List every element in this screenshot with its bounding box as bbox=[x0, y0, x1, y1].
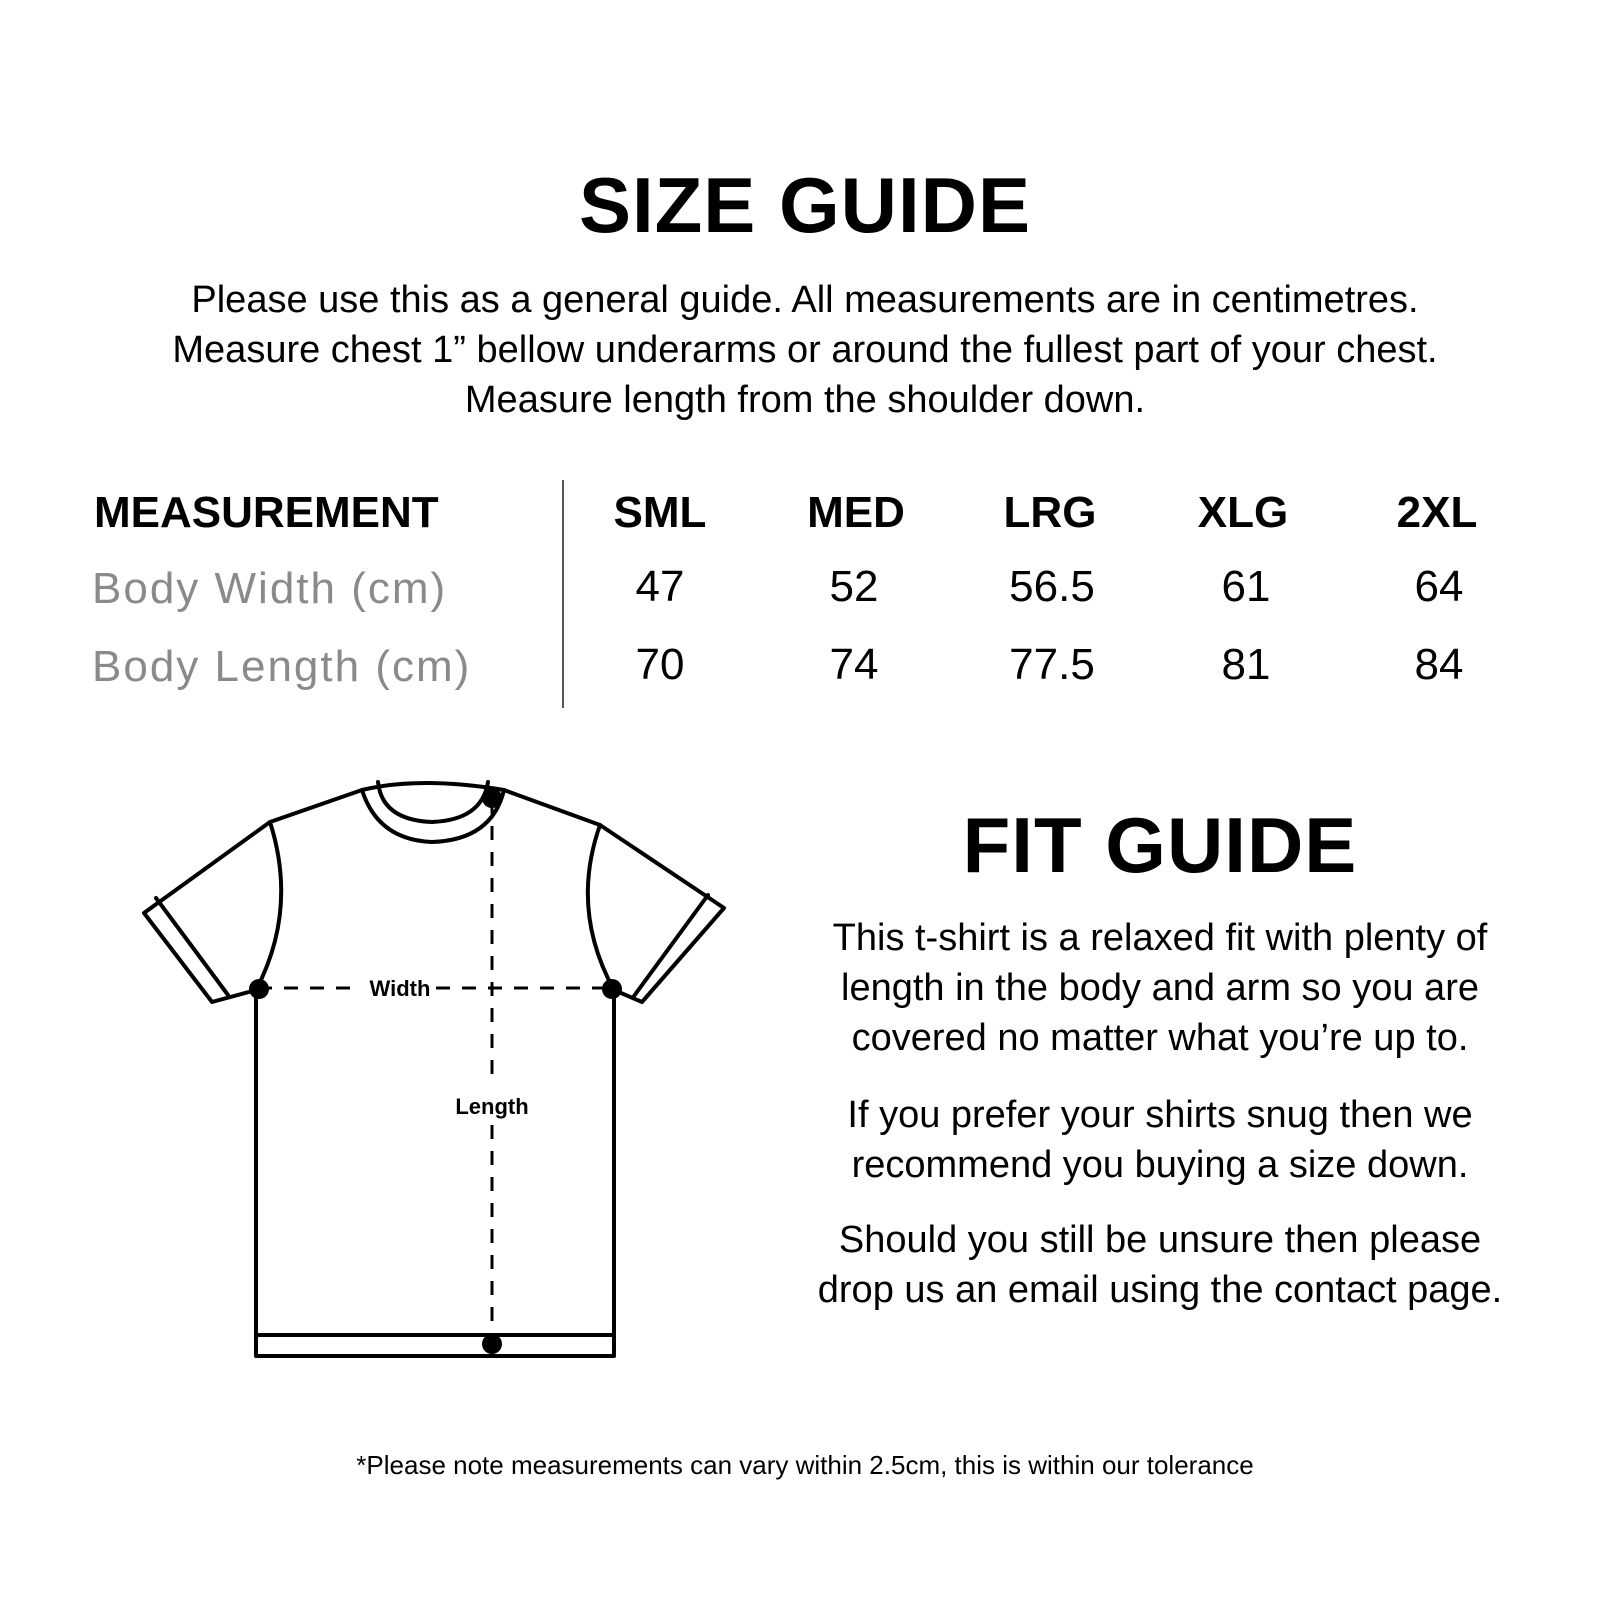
fit-guide-paragraph bbox=[760, 1090, 1560, 1190]
fit-guide-paragraph bbox=[760, 1215, 1560, 1315]
tshirt-collar-top bbox=[362, 783, 504, 790]
table-cell: 61 bbox=[1221, 562, 1271, 611]
width-label: Width bbox=[369, 976, 431, 1001]
table-cell: 84 bbox=[1414, 640, 1464, 689]
table-row-label: Body Length (cm) bbox=[92, 642, 472, 691]
intro-line: Measure length from the shoulder down. bbox=[464, 379, 1146, 421]
table-row-label: Body Width (cm) bbox=[92, 564, 448, 613]
intro-line: Please use this as a general guide. All measurements are in centimetres. bbox=[191, 279, 1419, 321]
table-header-measurement: MEASUREMENT bbox=[94, 488, 439, 537]
fit-guide-paragraph bbox=[760, 913, 1560, 1063]
table-header-size: 2XL bbox=[1396, 488, 1478, 537]
table-header-size: SML bbox=[613, 488, 707, 537]
measure-point bbox=[602, 979, 622, 999]
size-table bbox=[0, 480, 1610, 710]
table-cell: 52 bbox=[829, 562, 879, 611]
table-cell: 77.5 bbox=[1009, 640, 1095, 689]
size-guide-title: SIZE GUIDE bbox=[578, 161, 1032, 249]
measure-point bbox=[482, 788, 502, 808]
table-header-size: LRG bbox=[1003, 488, 1097, 537]
table-divider bbox=[562, 480, 564, 708]
fit-line: recommend you buying a size down. bbox=[851, 1144, 1469, 1186]
fit-guide-title: FIT GUIDE bbox=[962, 801, 1358, 889]
measure-point bbox=[249, 979, 269, 999]
fit-line: Should you still be unsure then please bbox=[838, 1219, 1482, 1261]
table-header-size: MED bbox=[807, 488, 905, 537]
fit-line: covered no matter what you’re up to. bbox=[851, 1017, 1469, 1059]
table-cell: 56.5 bbox=[1009, 562, 1095, 611]
tshirt-right-cuff-line bbox=[634, 895, 708, 996]
intro-line: Measure chest 1” bellow underarms or around the fullest part of your chest. bbox=[172, 329, 1438, 371]
tshirt-collar bbox=[378, 782, 488, 822]
fit-line: This t-shirt is a relaxed fit with plenty of bbox=[832, 917, 1488, 959]
tshirt-outline bbox=[144, 790, 724, 1356]
tshirt-left-armhole bbox=[256, 822, 281, 990]
table-cell: 74 bbox=[829, 640, 879, 689]
length-label: Length bbox=[455, 1094, 529, 1119]
table-cell: 64 bbox=[1414, 562, 1464, 611]
table-cell: 81 bbox=[1221, 640, 1271, 689]
tshirt-left-cuff-line bbox=[156, 898, 228, 995]
size-guide-intro bbox=[0, 275, 1610, 425]
table-cell: 70 bbox=[635, 640, 685, 689]
tshirt-right-armhole bbox=[588, 825, 614, 990]
fit-line: If you prefer your shirts snug then we bbox=[847, 1094, 1473, 1136]
tolerance-footnote: *Please note measurements can vary within 2.5cm, this is within our tolerance bbox=[356, 1450, 1254, 1480]
measure-point bbox=[482, 1334, 502, 1354]
tshirt-diagram bbox=[130, 770, 750, 1370]
table-header-size: XLG bbox=[1197, 488, 1289, 537]
fit-line: drop us an email using the contact page. bbox=[817, 1269, 1503, 1311]
fit-line: length in the body and arm so you are bbox=[841, 967, 1479, 1009]
table-cell: 47 bbox=[635, 562, 685, 611]
